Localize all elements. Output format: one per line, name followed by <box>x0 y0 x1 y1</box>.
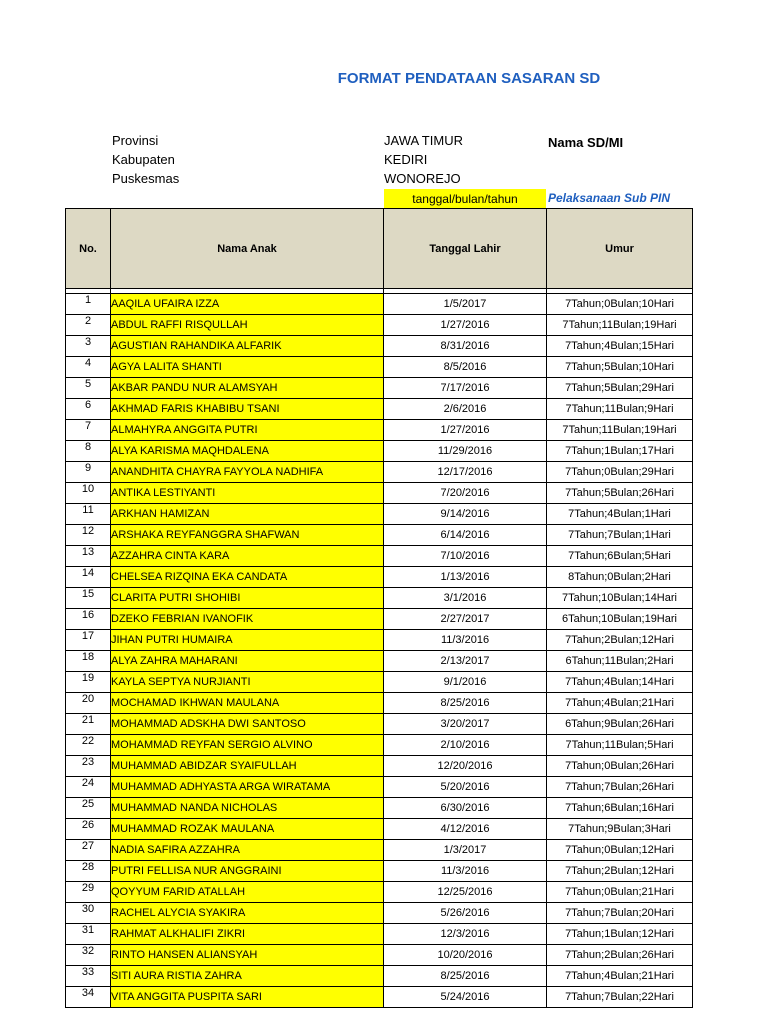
nama-anak-cell[interactable]: ARSHAKA REYFANGGRA SHAFWAN <box>111 525 384 546</box>
umur-cell[interactable]: 7Tahun;4Bulan;1Hari <box>547 504 693 525</box>
tanggal-lahir-cell[interactable]: 8/31/2016 <box>384 336 547 357</box>
umur-cell[interactable]: 7Tahun;10Bulan;14Hari <box>547 588 693 609</box>
header-tanggal-lahir: Tanggal Lahir <box>384 209 547 289</box>
nama-anak-cell[interactable]: JIHAN PUTRI HUMAIRA <box>111 630 384 651</box>
row-number[interactable]: 26 <box>66 819 111 840</box>
row-number[interactable]: 5 <box>66 378 111 399</box>
puskesmas-label: Puskesmas <box>112 171 180 186</box>
umur-cell[interactable]: 7Tahun;5Bulan;10Hari <box>547 357 693 378</box>
nama-anak-cell[interactable]: MUHAMMAD NANDA NICHOLAS <box>111 798 384 819</box>
table-row <box>66 798 693 819</box>
umur-cell[interactable]: 7Tahun;1Bulan;12Hari <box>547 924 693 945</box>
row-number[interactable]: 20 <box>66 693 111 714</box>
tanggal-lahir-cell[interactable]: 1/5/2017 <box>384 294 547 315</box>
table-row <box>66 609 693 630</box>
umur-cell[interactable]: 7Tahun;4Bulan;21Hari <box>547 693 693 714</box>
umur-cell[interactable]: 7Tahun;1Bulan;17Hari <box>547 441 693 462</box>
tanggal-lahir-cell[interactable]: 11/29/2016 <box>384 441 547 462</box>
table-row <box>66 777 693 798</box>
row-number[interactable]: 34 <box>66 987 111 1008</box>
nama-anak-cell[interactable]: ALMAHYRA ANGGITA PUTRI <box>111 420 384 441</box>
table-row <box>66 399 693 420</box>
tanggal-lahir-cell[interactable]: 5/20/2016 <box>384 777 547 798</box>
table-row <box>66 819 693 840</box>
table-row <box>66 945 693 966</box>
umur-cell[interactable]: 7Tahun;0Bulan;29Hari <box>547 462 693 483</box>
nama-anak-cell[interactable]: MOCHAMAD IKHWAN MAULANA <box>111 693 384 714</box>
table-row <box>66 840 693 861</box>
tanggal-lahir-cell[interactable]: 1/3/2017 <box>384 840 547 861</box>
tanggal-lahir-cell[interactable]: 5/26/2016 <box>384 903 547 924</box>
table-row <box>66 966 693 987</box>
table-row <box>66 378 693 399</box>
tanggal-lahir-cell[interactable]: 11/3/2016 <box>384 630 547 651</box>
nama-anak-cell[interactable]: ALYA ZAHRA MAHARANI <box>111 651 384 672</box>
tanggal-lahir-cell[interactable]: 1/13/2016 <box>384 567 547 588</box>
header-umur: Umur <box>547 209 693 289</box>
table-row <box>66 987 693 1008</box>
tanggal-lahir-cell[interactable]: 7/20/2016 <box>384 483 547 504</box>
umur-cell[interactable]: 7Tahun;9Bulan;3Hari <box>547 819 693 840</box>
table-row <box>66 462 693 483</box>
tanggal-lahir-cell[interactable]: 6/30/2016 <box>384 798 547 819</box>
table-row <box>66 315 693 336</box>
umur-cell[interactable]: 7Tahun;2Bulan;12Hari <box>547 861 693 882</box>
sasaran-table <box>65 208 693 1008</box>
row-number[interactable]: 28 <box>66 861 111 882</box>
tanggal-lahir-cell[interactable]: 2/6/2016 <box>384 399 547 420</box>
row-number[interactable]: 14 <box>66 567 111 588</box>
umur-cell[interactable]: 7Tahun;4Bulan;15Hari <box>547 336 693 357</box>
nama-anak-cell[interactable]: MOHAMMAD REYFAN SERGIO ALVINO <box>111 735 384 756</box>
header-nama-anak: Nama Anak <box>111 209 384 289</box>
nama-anak-cell[interactable]: RACHEL ALYCIA SYAKIRA <box>111 903 384 924</box>
umur-cell[interactable]: 7Tahun;7Bulan;20Hari <box>547 903 693 924</box>
row-number[interactable]: 30 <box>66 903 111 924</box>
umur-cell[interactable]: 7Tahun;4Bulan;21Hari <box>547 966 693 987</box>
table-row <box>66 525 693 546</box>
nama-anak-cell[interactable]: VITA ANGGITA PUSPITA SARI <box>111 987 384 1008</box>
tanggal-lahir-cell[interactable]: 9/14/2016 <box>384 504 547 525</box>
nama-anak-cell[interactable]: ALYA KARISMA MAQHDALENA <box>111 441 384 462</box>
tanggal-lahir-cell[interactable]: 3/20/2017 <box>384 714 547 735</box>
row-number[interactable]: 23 <box>66 756 111 777</box>
tanggal-lahir-cell[interactable]: 10/20/2016 <box>384 945 547 966</box>
tanggal-lahir-cell[interactable]: 9/1/2016 <box>384 672 547 693</box>
tanggal-lahir-cell[interactable]: 8/25/2016 <box>384 693 547 714</box>
row-number[interactable]: 19 <box>66 672 111 693</box>
row-number[interactable]: 15 <box>66 588 111 609</box>
table-header-row <box>66 209 693 289</box>
table-row <box>66 336 693 357</box>
umur-cell[interactable]: 7Tahun;11Bulan;9Hari <box>547 399 693 420</box>
table-row <box>66 630 693 651</box>
tanggal-lahir-cell[interactable]: 4/12/2016 <box>384 819 547 840</box>
kabupaten-value: KEDIRI <box>384 152 428 167</box>
nama-anak-cell[interactable]: MUHAMMAD ROZAK MAULANA <box>111 819 384 840</box>
umur-cell[interactable]: 7Tahun;11Bulan;19Hari <box>547 420 693 441</box>
tanggal-lahir-cell[interactable]: 3/1/2016 <box>384 588 547 609</box>
umur-cell[interactable]: 6Tahun;9Bulan;26Hari <box>547 714 693 735</box>
umur-cell[interactable]: 7Tahun;11Bulan;5Hari <box>547 735 693 756</box>
umur-cell[interactable]: 7Tahun;4Bulan;14Hari <box>547 672 693 693</box>
umur-cell[interactable]: 7Tahun;7Bulan;22Hari <box>547 987 693 1008</box>
tanggal-lahir-cell[interactable]: 8/5/2016 <box>384 357 547 378</box>
tanggal-lahir-cell[interactable]: 12/25/2016 <box>384 882 547 903</box>
table-row <box>66 441 693 462</box>
nama-anak-cell[interactable]: AGYA LALITA SHANTI <box>111 357 384 378</box>
umur-cell[interactable]: 7Tahun;0Bulan;10Hari <box>547 294 693 315</box>
nama-anak-cell[interactable]: NADIA SAFIRA AZZAHRA <box>111 840 384 861</box>
row-number[interactable]: 16 <box>66 609 111 630</box>
tanggal-lahir-cell[interactable]: 7/17/2016 <box>384 378 547 399</box>
tanggal-lahir-cell[interactable]: 2/10/2016 <box>384 735 547 756</box>
nama-anak-cell[interactable]: AAQILA UFAIRA IZZA <box>111 294 384 315</box>
nama-anak-cell[interactable]: MOHAMMAD ADSKHA DWI SANTOSO <box>111 714 384 735</box>
row-number[interactable]: 24 <box>66 777 111 798</box>
tanggal-lahir-cell[interactable]: 12/17/2016 <box>384 462 547 483</box>
row-number[interactable]: 10 <box>66 483 111 504</box>
provinsi-value: JAWA TIMUR <box>384 133 463 148</box>
tanggal-lahir-cell[interactable]: 6/14/2016 <box>384 525 547 546</box>
nama-anak-cell[interactable]: RINTO HANSEN ALIANSYAH <box>111 945 384 966</box>
nama-anak-cell[interactable]: KAYLA SEPTYA NURJIANTI <box>111 672 384 693</box>
umur-cell[interactable]: 7Tahun;2Bulan;12Hari <box>547 630 693 651</box>
umur-cell[interactable]: 7Tahun;5Bulan;26Hari <box>547 483 693 504</box>
nama-anak-cell[interactable]: AKBAR PANDU NUR ALAMSYAH <box>111 378 384 399</box>
nama-anak-cell[interactable]: SITI AURA RISTIA ZAHRA <box>111 966 384 987</box>
tanggal-lahir-cell[interactable]: 2/13/2017 <box>384 651 547 672</box>
table-row <box>66 924 693 945</box>
table-row <box>66 588 693 609</box>
umur-cell[interactable]: 7Tahun;0Bulan;26Hari <box>547 756 693 777</box>
table-row <box>66 882 693 903</box>
header-no: No. <box>66 209 111 289</box>
table-row <box>66 693 693 714</box>
kabupaten-label: Kabupaten <box>112 152 175 167</box>
row-number[interactable]: 6 <box>66 399 111 420</box>
page-title: FORMAT PENDATAAN SASARAN SD <box>337 70 601 87</box>
table-row <box>66 861 693 882</box>
table-row <box>66 903 693 924</box>
table-row <box>66 504 693 525</box>
row-number[interactable]: 27 <box>66 840 111 861</box>
umur-cell[interactable]: 7Tahun;6Bulan;16Hari <box>547 798 693 819</box>
row-number[interactable]: 7 <box>66 420 111 441</box>
row-number[interactable]: 2 <box>66 315 111 336</box>
umur-cell[interactable]: 7Tahun;6Bulan;5Hari <box>547 546 693 567</box>
umur-cell[interactable]: 7Tahun;0Bulan;12Hari <box>547 840 693 861</box>
puskesmas-value: WONOREJO <box>384 171 461 186</box>
nama-anak-cell[interactable]: PUTRI FELLISA NUR ANGGRAINI <box>111 861 384 882</box>
date-format-hint: tanggal/bulan/tahun <box>384 189 546 208</box>
nama-anak-cell[interactable]: ANTIKA LESTIYANTI <box>111 483 384 504</box>
row-number[interactable]: 9 <box>66 462 111 483</box>
table-row <box>66 483 693 504</box>
row-number[interactable]: 22 <box>66 735 111 756</box>
row-number[interactable]: 12 <box>66 525 111 546</box>
row-number[interactable]: 13 <box>66 546 111 567</box>
nama-sd-label: Nama SD/MI <box>548 135 624 150</box>
umur-cell[interactable]: 7Tahun;11Bulan;19Hari <box>547 315 693 336</box>
tanggal-lahir-cell[interactable]: 1/27/2016 <box>384 420 547 441</box>
umur-cell[interactable]: 8Tahun;0Bulan;2Hari <box>547 567 693 588</box>
pelaksanaan-label: Pelaksanaan Sub PIN <box>548 191 671 205</box>
row-number[interactable]: 1 <box>66 294 111 315</box>
row-number[interactable]: 33 <box>66 966 111 987</box>
nama-anak-cell[interactable]: DZEKO FEBRIAN IVANOFIK <box>111 609 384 630</box>
tanggal-lahir-cell[interactable]: 7/10/2016 <box>384 546 547 567</box>
table-row <box>66 651 693 672</box>
table-row <box>66 714 693 735</box>
row-number[interactable]: 31 <box>66 924 111 945</box>
umur-cell[interactable]: 6Tahun;11Bulan;2Hari <box>547 651 693 672</box>
table-row <box>66 546 693 567</box>
tanggal-lahir-cell[interactable]: 12/20/2016 <box>384 756 547 777</box>
tanggal-lahir-cell[interactable]: 11/3/2016 <box>384 861 547 882</box>
tanggal-lahir-cell[interactable]: 2/27/2017 <box>384 609 547 630</box>
umur-cell[interactable]: 7Tahun;2Bulan;26Hari <box>547 945 693 966</box>
nama-anak-cell[interactable]: CLARITA PUTRI SHOHIBI <box>111 588 384 609</box>
nama-anak-cell[interactable]: RAHMAT ALKHALIFI ZIKRI <box>111 924 384 945</box>
umur-cell[interactable]: 7Tahun;5Bulan;29Hari <box>547 378 693 399</box>
table-row <box>66 756 693 777</box>
umur-cell[interactable]: 7Tahun;0Bulan;21Hari <box>547 882 693 903</box>
nama-anak-cell[interactable]: CHELSEA RIZQINA EKA CANDATA <box>111 567 384 588</box>
nama-anak-cell[interactable]: AZZAHRA CINTA KARA <box>111 546 384 567</box>
nama-anak-cell[interactable]: ABDUL RAFFI RISQULLAH <box>111 315 384 336</box>
nama-anak-cell[interactable]: MUHAMMAD ADHYASTA ARGA WIRATAMA <box>111 777 384 798</box>
provinsi-label: Provinsi <box>112 133 159 148</box>
nama-anak-cell[interactable]: MUHAMMAD ABIDZAR SYAIFULLAH <box>111 756 384 777</box>
umur-cell[interactable]: 7Tahun;7Bulan;26Hari <box>547 777 693 798</box>
tanggal-lahir-cell[interactable]: 5/24/2016 <box>384 987 547 1008</box>
tanggal-lahir-cell[interactable]: 1/27/2016 <box>384 315 547 336</box>
row-number[interactable]: 25 <box>66 798 111 819</box>
row-number[interactable]: 17 <box>66 630 111 651</box>
row-number[interactable]: 32 <box>66 945 111 966</box>
nama-anak-cell[interactable]: AGUSTIAN RAHANDIKA ALFARIK <box>111 336 384 357</box>
nama-anak-cell[interactable]: ARKHAN HAMIZAN <box>111 504 384 525</box>
table-row <box>66 294 693 315</box>
nama-anak-cell[interactable]: AKHMAD FARIS KHABIBU TSANI <box>111 399 384 420</box>
table-row <box>66 672 693 693</box>
tanggal-lahir-cell[interactable]: 12/3/2016 <box>384 924 547 945</box>
table-row <box>66 567 693 588</box>
row-number[interactable]: 3 <box>66 336 111 357</box>
tanggal-lahir-cell[interactable]: 8/25/2016 <box>384 966 547 987</box>
row-number[interactable]: 4 <box>66 357 111 378</box>
table-row <box>66 420 693 441</box>
nama-anak-cell[interactable]: ANANDHITA CHAYRA FAYYOLA NADHIFA <box>111 462 384 483</box>
row-number[interactable]: 11 <box>66 504 111 525</box>
row-number[interactable]: 21 <box>66 714 111 735</box>
row-number[interactable]: 18 <box>66 651 111 672</box>
row-number[interactable]: 29 <box>66 882 111 903</box>
table-row <box>66 735 693 756</box>
nama-anak-cell[interactable]: QOYYUM FARID ATALLAH <box>111 882 384 903</box>
umur-cell[interactable]: 7Tahun;7Bulan;1Hari <box>547 525 693 546</box>
umur-cell[interactable]: 6Tahun;10Bulan;19Hari <box>547 609 693 630</box>
row-number[interactable]: 8 <box>66 441 111 462</box>
table-row <box>66 357 693 378</box>
